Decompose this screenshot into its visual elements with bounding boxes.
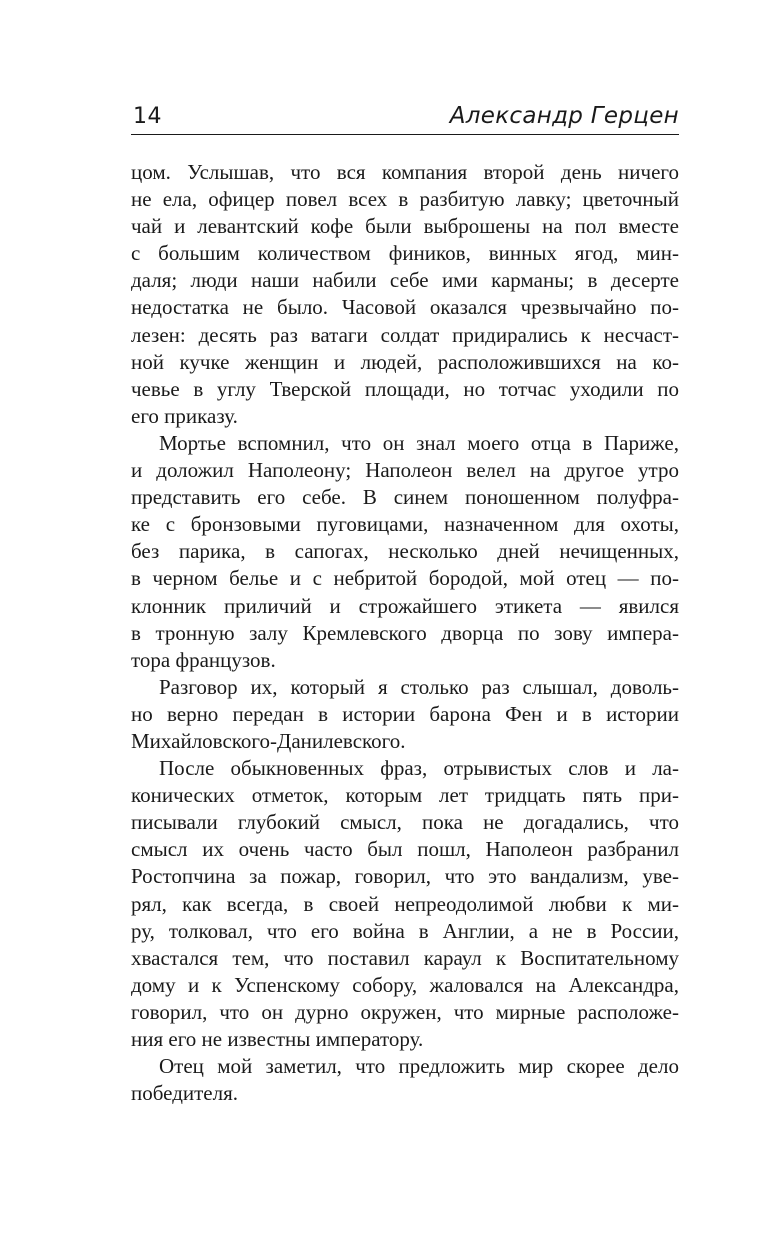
text-line: клонник приличий и строжайшего этикета — явился — [131, 593, 679, 618]
paragraph — [131, 1053, 679, 1107]
text-line: Разговор их, который я столько раз слышал, доволь- — [159, 674, 679, 699]
text-line: хвастался тем, что поставил караул к Воспитательному — [131, 945, 679, 970]
text-line: конических отметок, которым лет тридцать пять при- — [131, 783, 679, 808]
text-line: в черном белье и с небритой бородой, мой отец — по- — [131, 566, 679, 591]
text-line: рял, как всегда, в своей непреодолимой любви к ми- — [131, 891, 679, 916]
text-line: представить его себе. В синем поношенном полуфра- — [131, 485, 679, 510]
page-number: 14 — [133, 104, 162, 129]
paragraph — [131, 159, 679, 430]
text-line: тора французов. — [131, 647, 276, 672]
text-line: Отец мой заметил, что предложить мир скорее дело — [159, 1054, 679, 1079]
text-line: писывали глубокий смысл, пока не догадались, что — [131, 810, 679, 835]
text-line: После обыкновенных фраз, отрывистых слов и ла- — [159, 756, 679, 781]
text-line: но верно передан в истории барона Фен и в истории — [131, 701, 679, 726]
running-title: Александр Герцен — [449, 103, 679, 129]
text-line: и доложил Наполеону; Наполеон велел на другое утро — [131, 458, 679, 483]
body-text — [131, 159, 679, 1107]
paragraph — [131, 755, 679, 1053]
text-line: недостатка не было. Часовой оказался чрезвычайно по- — [131, 295, 679, 320]
text-line: победителя. — [131, 1081, 238, 1106]
text-line: чевье в углу Тверской площади, но тотчас уходили по — [131, 376, 679, 401]
text-line: без парика, в сапогах, несколько дней нечищенных, — [131, 539, 679, 564]
text-line: Ростопчина за пожар, говорил, что это вандализм, уве- — [131, 864, 679, 889]
text-line: ру, толковал, что его война в Англии, а не в России, — [131, 918, 679, 943]
text-line: лезен: десять раз ватаги солдат придирались к несчаст- — [131, 322, 679, 347]
text-line: чай и левантский кофе были выброшены на пол вместе — [131, 214, 679, 239]
text-line: даля; люди наши набили себе ими карманы; в десерте — [131, 268, 679, 293]
text-line: Михайловского-Данилевского. — [131, 728, 406, 753]
running-head — [131, 98, 679, 135]
text-line: в тронную залу Кремлевского дворца по зову импера- — [131, 620, 679, 645]
text-line: ной кучке женщин и людей, расположившихся на ко- — [131, 349, 679, 374]
text-line: с большим количеством фиников, винных ягод, мин- — [131, 241, 679, 266]
text-line: говорил, что он дурно окружен, что мирные расположе- — [131, 999, 679, 1024]
text-line: не ела, офицер повел всех в разбитую лавку; цветочный — [131, 187, 679, 212]
paragraph — [131, 430, 679, 674]
text-line: Мортье вспомнил, что он знал моего отца в Париже, — [159, 430, 679, 455]
text-line: смысл их очень часто был пошл, Наполеон разбранил — [131, 837, 679, 862]
text-line: ния его не известны императору. — [131, 1027, 424, 1051]
text-line: ке с бронзовыми пуговицами, назначенном для охоты, — [131, 512, 679, 537]
text-line: дому и к Успенскому собору, жаловался на Александра, — [131, 972, 679, 997]
text-line: его приказу. — [131, 403, 238, 428]
paragraph — [131, 674, 679, 755]
text-line: цом. Услышав, что вся компания второй день ничего — [131, 160, 679, 184]
